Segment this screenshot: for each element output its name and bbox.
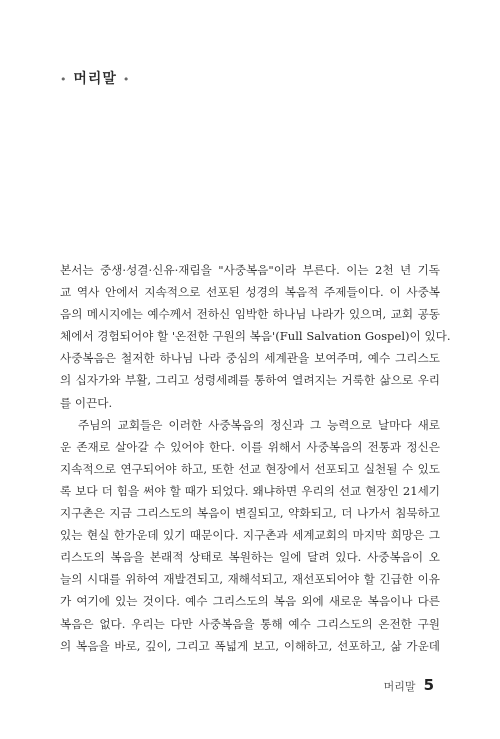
- text-line: 체에서 경험되어야 할 '온전한 구원의 복음'(Full Salvation Gospel)이 있다.: [60, 329, 451, 344]
- paragraph-1: [60, 259, 451, 414]
- text-line: 복음은 없다. 우리는 다만 사중복음을 통해 예수 그리스도의 온전한 구원: [60, 616, 440, 631]
- section-title-text: 머리말: [73, 71, 117, 87]
- body-text: [60, 259, 451, 657]
- text-line: 사중복음은 철저한 하나님 나라 중심의 세계관을 보여주며, 예수 그리스도: [60, 351, 440, 366]
- bullet-dot-left: •: [60, 73, 68, 86]
- text-line: 있는 현실 한가운데 있기 때문이다. 지구촌과 세계교회의 마지막 희망은 그: [60, 528, 440, 543]
- text-line: 지속적으로 연구되어야 하고, 또한 선교 현장에서 선포되고 실천될 수 있도: [60, 461, 440, 476]
- text-line: 운 존재로 살아갈 수 있어야 한다. 이를 위해서 사중복음의 전통과 정신은: [60, 439, 440, 454]
- text-line: 의 십자가와 부활, 그리고 성령세례를 통하여 열려지는 거룩한 삶으로 우리: [60, 373, 440, 388]
- section-title: [60, 68, 130, 88]
- text-line: 늘의 시대를 위하여 재발견되고, 재해석되고, 재선포되어야 할 긴급한 이유: [60, 572, 440, 587]
- text-line: 본서는 중생·성결·신유·재림을 "사중복음"이라 부른다. 이는 2천 년 기독: [60, 263, 440, 277]
- text-line: 주님의 교회들은 이러한 사중복음의 정신과 그 능력으로 날마다 새로: [78, 417, 440, 432]
- text-line: 교 역사 안에서 지속적으로 선포된 성경의 복음적 주제들이다. 이 사중복: [60, 285, 440, 300]
- text-line: 지구촌은 지금 그리스도의 복음이 변질되고, 약화되고, 더 나가서 침묵하고: [60, 506, 440, 521]
- text-line: 의 복음을 바로, 깊이, 그리고 폭넓게 보고, 이해하고, 선포하고, 삶 가운데: [60, 638, 440, 653]
- text-line: 를 이끈다.: [60, 395, 113, 410]
- bullet-dot-right: •: [122, 73, 131, 86]
- page-number: 5: [423, 676, 434, 694]
- running-footer-label: 머리말: [383, 680, 416, 693]
- text-line: 리스도의 복음을 본래적 상태로 복원하는 일에 달려 있다. 사중복음이 오: [60, 550, 440, 565]
- text-line: 록 보다 더 힘을 써야 할 때가 되었다. 왜냐하면 우리의 선교 현장인 21세기: [60, 483, 440, 498]
- text-line: 음의 메시지에는 예수께서 전하신 임박한 하나님 나라가 있으며, 교회 공동: [60, 307, 440, 322]
- paragraph-2: [60, 414, 440, 657]
- page-footer: [384, 676, 434, 694]
- text-line: 가 여기에 있는 것이다. 예수 그리스도의 복음 외에 새로운 복음이나 다른: [60, 594, 440, 609]
